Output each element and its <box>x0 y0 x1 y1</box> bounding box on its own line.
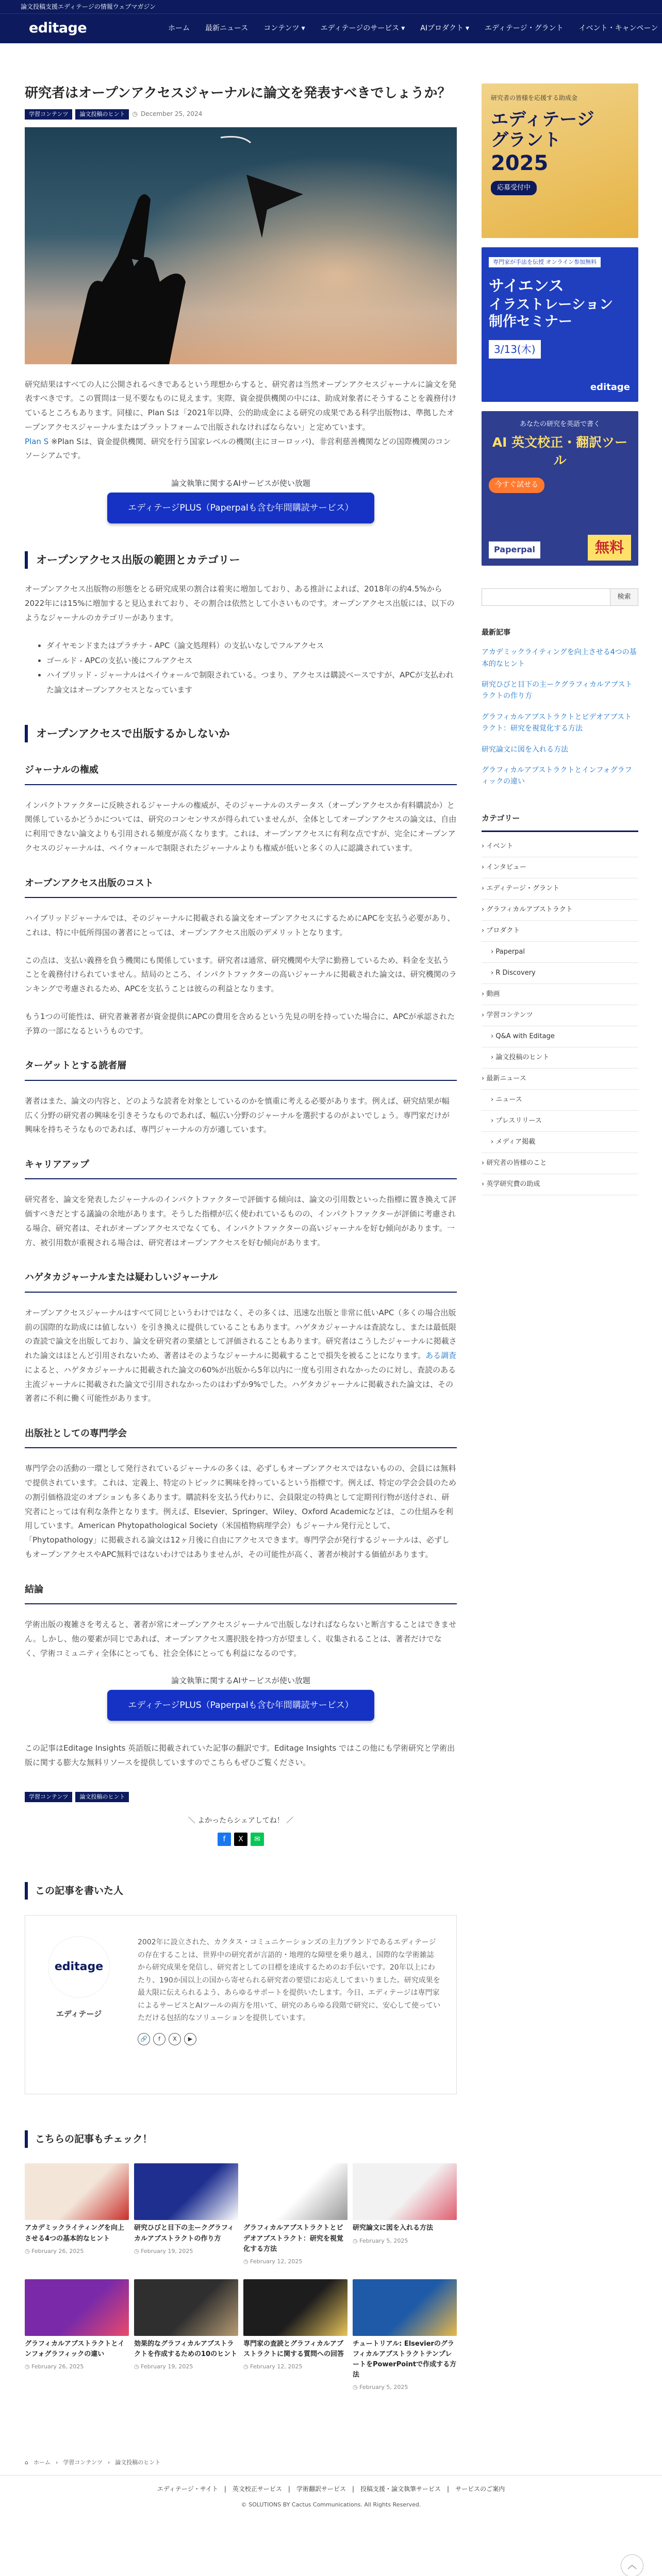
category-item[interactable] <box>482 1153 638 1174</box>
author-box <box>25 1915 457 2094</box>
category-item[interactable] <box>482 878 638 900</box>
recommend-card[interactable] <box>353 2279 457 2393</box>
home-icon: ⌂ <box>25 2459 28 2466</box>
cost-paragraph-1: ハイブリッドジャーナルでは、そのジャーナルに掲載される論文をオープンアクセスにするためにAPCを支払う必要があり、これは、特に中低所得国の著者にとっては、オープンアクセス出版のデメリットとなります。 <box>25 913 455 937</box>
card-date-text: February 26, 2025 <box>31 2363 84 2370</box>
conclusion-paragraph: 学術出版の複雑さを考えると、著者が常にオープンアクセスジャーナルで出版しなければならないと断言することはできません。しかし、他の要素が同じであれば、オープンアクセス選択肢を持つ方が望ましく、収集されることは、著者だけでなく、学術コミュニティ全体にとっても、社会全体にとっても利益になるのです。 <box>25 1620 457 1658</box>
nav-ai-products[interactable] <box>420 22 469 35</box>
footer-link[interactable]: 学術翻訳サービス <box>296 2485 346 2493</box>
nav-contents[interactable] <box>263 22 305 35</box>
footnote-paragraph: この記事はEditage Insights 英語版に掲載されていた記事の翻訳です。Editage Insights ではこの他にも学術研究と学術出版に関する膨大な無料リソースを提供していますのでこちらもぜひご覧ください。 <box>25 1743 455 1768</box>
search-form <box>482 588 638 606</box>
cta-block-top <box>25 477 457 523</box>
category-item[interactable] <box>482 836 638 857</box>
category-item[interactable] <box>482 1026 638 1047</box>
survey-link[interactable]: ある調査 <box>425 1351 457 1361</box>
category-item[interactable] <box>482 857 638 878</box>
grant-banner[interactable] <box>482 83 638 238</box>
subheading-prestige: ジャーナルの権威 <box>25 762 457 785</box>
sidebar <box>482 83 638 2393</box>
card-thumbnail <box>25 2279 129 2336</box>
recommend-card[interactable] <box>353 2163 457 2266</box>
seminar-banner[interactable] <box>482 247 638 402</box>
editage-plus-button[interactable]: エディテージPLUS（Paperpalも含む年間購読サービス） <box>107 493 374 523</box>
navbar <box>0 13 662 43</box>
card-date-text: February 5, 2025 <box>359 2384 408 2391</box>
topbar-text: 論文投稿支援エディテージの情報ウェブマガジン <box>21 3 156 10</box>
recommend-card[interactable] <box>243 2279 347 2393</box>
prestige-paragraph: インパクトファクターに反映されるジャーナルの権威が、そのジャーナルのステータス（オープンアクセスか有料購読か）と関係しているかどうかについては、研究のコンセンサスが得られていませんが、全体としてオープンアクセスの論文は、自由に利用できない論文よりも引用される頻度が高くなります。これは、オープンアクセスに有利な点ですが、完全にオープンアクセスのジャーナルは、ペイウォールで制限されたジャーナルよりも権威が低いと多くの人に認識されています。 <box>25 800 457 853</box>
facebook-icon[interactable]: f <box>153 2033 166 2045</box>
category-label: メディア掲載 <box>495 1138 536 1146</box>
category-label: 学習コンテンツ <box>486 1011 533 1019</box>
section-heading-whether: オープンアクセスで出版するかしないか <box>25 725 457 742</box>
chevron-right-icon: › <box>482 1074 487 1082</box>
clock-icon: ◷ <box>132 110 138 117</box>
tag-tips[interactable]: 論文投稿のヒント <box>75 1792 129 1802</box>
nav-events[interactable] <box>579 22 658 35</box>
nav-label: エディテージのサービス <box>320 24 400 32</box>
article-main <box>25 83 457 2393</box>
category-label: Paperpal <box>495 947 525 956</box>
subheading-career: キャリアアップ <box>25 1157 457 1179</box>
cta-label: 論文執筆に関するAIサービスが使い放題 <box>171 1676 310 1686</box>
card-date-text: February 5, 2025 <box>359 2237 408 2244</box>
card-thumbnail <box>353 2279 457 2336</box>
chevron-up-icon: ︿ <box>627 2560 637 2571</box>
career-paragraph: 研究者を、論文を発表したジャーナルのインパクトファクターで評価する傾向は、論文の引用数といった指標に置き換えて評価すべきだとする議論の余地があります。そうした指標が広く使われているものの、インパクトファクターが評価に考慮される場合、研究者は、それがオープンアクセスでなくても、インパクトファクターの高いジャーナルを好む傾向があります。一方、被引用数が重視される場合は、研究者はオープンアクセスを好む傾向があります。 <box>25 1195 456 1247</box>
card-date-text: February 19, 2025 <box>141 2363 193 2370</box>
card-title: 効果的なグラフィカルアブストラクトを作成するための10のヒント <box>134 2340 238 2358</box>
card-thumbnail <box>134 2279 238 2336</box>
category-item[interactable] <box>482 921 638 942</box>
chevron-right-icon: › <box>491 1095 496 1104</box>
topbar <box>0 0 662 13</box>
nav-label: 最新ニュース <box>205 24 249 32</box>
recommend-card[interactable] <box>134 2279 238 2393</box>
recommend-card[interactable] <box>25 2163 129 2266</box>
category-label: ニュース <box>495 1095 522 1104</box>
chevron-right-icon: › <box>491 1138 496 1146</box>
recommend-card[interactable] <box>243 2163 347 2266</box>
banner-title: AI 英文校正・翻訳ツール <box>492 435 628 468</box>
card-date-text: February 12, 2025 <box>250 2258 303 2265</box>
chevron-down-icon: ▾ <box>401 24 405 32</box>
category-item[interactable] <box>482 900 638 921</box>
category-item[interactable] <box>482 1090 638 1111</box>
breadcrumb-item: 論文投稿のヒント <box>115 2459 161 2466</box>
article-meta <box>25 109 457 120</box>
category-label: 動画 <box>486 990 500 998</box>
tag-learning[interactable]: 学習コンテンツ <box>25 109 72 120</box>
cta-block-bottom <box>25 1674 457 1721</box>
breadcrumb <box>25 2458 662 2468</box>
card-title: アカデミックライティングを向上させる4つの基本的なヒント <box>25 2224 124 2243</box>
card-thumbnail <box>243 2279 347 2336</box>
category-label: R Discovery <box>495 969 536 977</box>
hand-paper-plane-illustration <box>25 127 457 364</box>
link-icon[interactable]: 🔗 <box>138 2033 150 2045</box>
category-item[interactable] <box>482 942 638 963</box>
card-date: ◷ February 12, 2025 <box>243 2363 303 2370</box>
share-block <box>25 1815 457 1846</box>
chevron-right-icon: › <box>482 884 487 892</box>
category-item[interactable] <box>482 1111 638 1132</box>
predatory-text-after: によると、ハゲタカジャーナルに掲載された論文の60%が出版から5年以内に一度も引用されなかったのに対し、査読のある主流ジャーナルに掲載された論文で引用されなかったのはわずか9%でした。ハゲタカジャーナルに掲載された論文は、その著者に不利に働く可能性があります。 <box>25 1365 456 1403</box>
nav-label: エディテージ・グラント <box>485 24 564 32</box>
card-thumbnail <box>25 2163 129 2220</box>
card-date-text: February 26, 2025 <box>31 2247 84 2255</box>
cost-paragraph-2: この点は、支払い義務を負う機関にも関係しています。研究者は通常、研究機関や大学に勤務しているため、料金を支払うことを義務付けられていません。結局のところ、インパクトファクターの高いジャーナルに掲載された論文は、研究機関のランキングで考慮されるため、APCを支払うことは彼らの利益となります。 <box>25 955 457 994</box>
banner-brand: editage <box>590 381 630 393</box>
chevron-down-icon: ▾ <box>301 24 305 32</box>
chevron-right-icon: › <box>482 1159 487 1167</box>
category-label: 最新ニュース <box>486 1074 526 1082</box>
x-icon[interactable]: X <box>169 2033 181 2045</box>
banner-title: エディテージ <box>491 109 594 130</box>
main-nav <box>168 22 658 35</box>
list-item: • ゴールド - APCの支払い後にフルアクセス <box>46 653 457 668</box>
tag-tips[interactable]: 論文投稿のヒント <box>75 109 129 120</box>
footer-link[interactable]: エディテージ・サイト <box>157 2485 218 2493</box>
copyright: © SOLUTIONS BY Cactus Communications. All Rights Reserved. <box>241 2501 421 2509</box>
section-heading-scope: オープンアクセス出版の範囲とカテゴリー <box>25 551 457 569</box>
card-date: ◷ February 19, 2025 <box>134 2247 193 2255</box>
category-item[interactable] <box>482 1047 638 1069</box>
article-title: 研究者はオープンアクセスジャーナルに論文を発表すべきでしょうか？ <box>25 86 451 101</box>
intro-paragraph <box>25 378 457 464</box>
category-item[interactable] <box>482 963 638 984</box>
breadcrumb-separator: › <box>55 2459 58 2466</box>
category-label: イベント <box>486 842 514 850</box>
subheading-society: 出版社としての専門学会 <box>25 1426 457 1448</box>
category-list <box>482 836 638 1195</box>
footer-link[interactable]: 英文校正サービス <box>232 2485 282 2493</box>
chevron-right-icon: › <box>482 1011 487 1019</box>
scope-paragraph: オープンアクセス出版物の形態をとる研究成果の割合は着実に増加しており、ある推計によれば、2018年の約4.5%から2022年には15%に増加すると見込まれており、その割合は依然として小さいものです。オープンアクセス出版には、以下のようなジャーナルのカテゴリーがあります。 <box>25 584 455 622</box>
category-label: プロダクト <box>486 926 520 935</box>
category-label: 英学研究費の助成 <box>486 1180 540 1188</box>
recommend-card[interactable] <box>25 2279 129 2393</box>
paperpal-banner[interactable] <box>482 411 638 566</box>
x-icon[interactable]: X <box>234 1833 247 1846</box>
chevron-right-icon: › <box>491 969 496 977</box>
subheading-conclusion: 結論 <box>25 1582 457 1604</box>
recommend-grid <box>25 2163 457 2393</box>
author-bio: 2002年に設立された、カクタス・コミュニケーションズの主力ブランドであるエディテージの存在することは、世界中の研究者が言語的・地理的な障壁を乗り越え、国際的な学術雑誌から研究成果を発信し、研究者としての目標を達成するためのお手伝いです。20年以上にわたり、190か国以上の国から寄せられる研究者の要望にお応えしてまいりました。研究成果を最大限に伝えられるよう、あらゆるサポートを提供いたします。今日、エディテージは専門家によるサービスとAIツールの両方を用いて、研究のあらゆる段階で研究に、安心して使っていただける包括的なソリューションを提供しています。 <box>138 1938 441 2023</box>
chevron-right-icon: › <box>482 1180 487 1188</box>
recommend-heading: こちらの記事もチェック！ <box>25 2130 457 2148</box>
chevron-right-icon: › <box>491 1032 496 1040</box>
card-thumbnail <box>243 2163 347 2220</box>
line-icon[interactable]: ✉ <box>251 1833 264 1846</box>
subheading-cost: オープンアクセス出版のコスト <box>25 875 457 898</box>
banner-title-3: 制作セミナー <box>489 314 572 330</box>
card-thumbnail <box>353 2163 457 2220</box>
nav-home[interactable] <box>168 22 190 35</box>
search-button[interactable]: 検索 <box>610 588 638 606</box>
author-heading: この記事を書いた人 <box>25 1882 457 1900</box>
card-date: ◷ February 12, 2025 <box>243 2258 303 2265</box>
card-date: ◷ February 19, 2025 <box>134 2363 193 2370</box>
nav-label: ホーム <box>168 24 190 32</box>
footer-link[interactable]: サービスのご案内 <box>455 2485 505 2493</box>
banner-badge: 応募受付中 <box>491 181 537 195</box>
predatory-text: オープンアクセスジャーナルはすべて同じというわけではなく、その多くは、迅速な出版と非常に低いAPC（多くの場合出版前の国際的な助成には値しない）を引き換えに提供していることもあります。ハゲタカジャーナルは査読なし、または最低限の査読で論文を出版しており、論文を研究者の業績として評価されることもあります。研究者はこうしたジャーナルに掲載された論文はほとんど引用されないため、著者はそのようなジャーナルに掲載することで損失を被ることになります。 <box>25 1308 457 1361</box>
recent-post-link[interactable]: グラフィカルアブストラクトとビデオアブストラクト：研究を視覚化する方法 <box>482 713 632 733</box>
intro-text: 研究結果はすべての人に公開されるべきであるという理想からすると、研究者は当然オープンアクセスジャーナルに論文を発表すべきです。この質問は一見不要なものに見えます。実際、資金提供機関の中には、助成対象者にそうすることを義務付けているところもあります。同様に、Plan Sは「2021年以降、公的助成金による研究の成果である科学出版物は、準拠したオープンアクセスジャーナルまたはプラットフォームで出版されなければならない」と定めています。 <box>25 379 457 432</box>
recent-post-link[interactable]: グラフィカルアブストラクトとインフォグラフィックの違い <box>482 766 632 786</box>
card-thumbnail <box>134 2163 238 2220</box>
footer-tags <box>25 1792 457 1802</box>
subheading-predatory: ハゲタカジャーナルまたは疑わしいジャーナル <box>25 1269 457 1292</box>
category-label: 論文投稿のヒント <box>495 1053 550 1061</box>
card-title: 研究論文に図を入れる方法 <box>353 2224 434 2232</box>
predatory-paragraph <box>25 1306 457 1406</box>
category-item[interactable] <box>482 1069 638 1090</box>
share-text: よかったらシェアしてね！ <box>197 1816 284 1825</box>
card-date: ◷ February 5, 2025 <box>353 2384 408 2391</box>
category-label: エディテージ・グラント <box>486 884 560 892</box>
card-date: ◷ February 26, 2025 <box>25 2363 84 2370</box>
categories-heading: カテゴリー <box>482 811 638 832</box>
chevron-right-icon: › <box>482 905 487 913</box>
author-logo: editage <box>48 1936 110 1998</box>
hero-image <box>25 127 457 364</box>
chevron-right-icon: › <box>491 1053 496 1061</box>
tag-learning[interactable]: 学習コンテンツ <box>25 1792 72 1802</box>
card-date: ◷ February 5, 2025 <box>353 2237 408 2244</box>
card-date: ◷ February 26, 2025 <box>25 2247 84 2255</box>
recent-list <box>482 647 638 788</box>
chevron-right-icon: › <box>491 1116 496 1125</box>
youtube-icon[interactable]: ▶ <box>184 2033 196 2045</box>
banner-date: 3/13(木) <box>489 340 541 359</box>
recent-heading: 最新記事 <box>482 629 510 637</box>
card-date-text: February 12, 2025 <box>250 2363 303 2370</box>
subheading-audience: ターゲットとする読者層 <box>25 1058 457 1080</box>
share-label: ＼ よかったらシェアしてね！ ／ <box>188 1816 294 1825</box>
chevron-right-icon: › <box>482 863 487 871</box>
chevron-right-icon: › <box>491 947 496 956</box>
card-title: 専門家の査読とグラフィカルアブストラクトに関する質問への回答 <box>243 2340 344 2358</box>
category-item[interactable] <box>482 984 638 1005</box>
intro-link-plan-s[interactable]: Plan S <box>25 436 49 446</box>
category-item[interactable] <box>482 1005 638 1026</box>
recent-post-link[interactable]: 研究論文に図を入れる方法 <box>482 745 568 754</box>
banner-badge: 今すぐ試せる <box>489 478 544 493</box>
banner-year: 2025 <box>491 151 549 176</box>
audience-paragraph: 著者はまた、論文の内容と、どのような読者を対象としているのかを慎重に考える必要があります。例えば、研究結果が幅広く分野の研究者の興味を引きそうなものであれば、幅広い分野のジャーナルを選択するのがよいでしょう。専門家だけが興味を持ちそうなものであれば、専門ジャーナルの方が適しています。 <box>25 1096 450 1134</box>
footer: エディテージ・サイト | 英文校正サービス | 学術翻訳サービス | 投稿支援・論文執筆サービス | サービスのご案内 © SOLUTIONS BY Cactus Communications. All Rights Reserved. <box>0 2475 662 2514</box>
recommend-card[interactable] <box>134 2163 238 2266</box>
cost-paragraph-3: もう1つの可能性は、研究者兼著者が資金提供にAPCの費用を含めるという先見の明を持っていた場合に、APCが承認された予算の一部になるというものです。 <box>25 1011 455 1036</box>
category-label: プレスリリース <box>495 1116 542 1125</box>
site-logo[interactable]: editage <box>29 20 87 37</box>
card-date-text: February 19, 2025 <box>141 2247 193 2255</box>
search-input[interactable] <box>482 588 610 606</box>
card-title: グラフィカルアブストラクトとインフォグラフィックの違い <box>25 2340 125 2358</box>
editage-plus-button[interactable]: エディテージPLUS（Paperpalも含む年間購読サービス） <box>107 1690 374 1721</box>
nav-label: コンテンツ <box>263 24 300 32</box>
banner-caption: 専門家が手法を伝授 オンライン参加無料 <box>489 257 601 267</box>
chevron-down-icon: ▾ <box>466 24 470 32</box>
nav-label: イベント・キャンペーン <box>578 24 658 32</box>
chevron-right-icon: › <box>482 990 487 998</box>
banner-brand: Paperpal <box>489 541 540 558</box>
card-title: チュートリアル: ElsevierのグラフィカルアブストラクトテンプレートをPowerPointで作成する方法 <box>353 2340 457 2379</box>
list-item: • ダイヤモンドまたはプラチナ - APC（論文処理料）の支払いなしでフルアクセス <box>46 638 457 653</box>
list-item: • ハイブリッド - ジャーナルはペイウォールで制限されている。つまり、アクセスは購読ベースですが、APCが支払われた論文はオープンアクセスとなっています <box>46 668 457 697</box>
breadcrumb-item[interactable]: ホーム <box>33 2459 51 2466</box>
banner-free: 無料 <box>588 535 631 561</box>
category-item[interactable] <box>482 1174 638 1195</box>
facebook-icon[interactable]: f <box>218 1833 231 1846</box>
breadcrumb-separator: › <box>107 2459 110 2466</box>
chevron-right-icon: › <box>482 842 487 850</box>
nav-news[interactable] <box>205 22 248 35</box>
breadcrumb-item[interactable]: 学習コンテンツ <box>63 2459 103 2466</box>
banner-caption: 研究者の皆様を応援する助成金 <box>491 94 578 101</box>
article-date: December 25, 2024 <box>140 110 203 117</box>
intro-note: ※Plan Sは、資金提供機関、研究を行う国家レベルの機関(主にヨーロッパ)、非営利慈善機関などの国際機関のコンソーシアムです。 <box>25 436 451 461</box>
category-label: インタビュー <box>486 863 526 871</box>
card-title: 研究ひびと目下の主ークグラフィカルアブストラクトの作り方 <box>134 2224 234 2243</box>
banner-title-2: イラストレーション <box>489 296 614 313</box>
banner-caption: あなたの研究を英語で書く <box>519 420 600 428</box>
oa-category-list <box>46 638 457 697</box>
chevron-right-icon: › <box>482 926 487 935</box>
category-label: 研究者の皆様のこと <box>486 1159 547 1167</box>
society-paragraph: 専門学会の活動の一環として発行されているジャーナルの多くは、必ずしもオープンアクセスではないものの、会員には無料で提供されています。これは、定義上、特定のトピックに興味を持っているという指標です。例えば、特定の学会会員のための割引価格設定のオプションも多くあります。購読料を支払う代わりに、会員限定の特典として定期刊行物が送付され、研究者にとっては有利な条件となります。例えば、Elsevier、Springer、Wiley、Oxford Academicなどは、この仕組みを利用しています。American Phytopathological Society（米国植物病理学会）もジャーナル発行元として、「Phytopathology」に掲載される論文は12ヶ月後に自由にアクセスできます。専門学会が発行するジャーナルは、必ずしもオープンアクセスやAPC無料ではないわけではありませんが、その可能性が高く、著者が検討する価値があります。 <box>25 1464 457 1559</box>
author-name[interactable]: エディテージ <box>56 2009 102 2019</box>
nav-grant[interactable] <box>485 22 564 35</box>
nav-services[interactable] <box>321 22 405 35</box>
category-label: Q&A with Editage <box>495 1032 555 1040</box>
category-item[interactable] <box>482 1132 638 1153</box>
banner-title: サイエンス <box>489 277 564 295</box>
cta-label: 論文執筆に関するAIサービスが使い放題 <box>171 479 310 488</box>
footer-link[interactable]: 投稿支援・論文執筆サービス <box>360 2485 441 2493</box>
category-label: グラフィカルアブストラクト <box>486 905 573 913</box>
recent-post-link[interactable]: 研究ひびと目下の主ークグラフィカルアブストラクトの作り方 <box>482 680 633 701</box>
scroll-top-button[interactable] <box>621 2554 643 2576</box>
card-title: グラフィカルアブストラクトとビデオアブストラクト：研究を視覚化する方法 <box>243 2224 343 2253</box>
banner-title-2: グラント <box>491 130 561 151</box>
nav-label: AIプロダクト <box>420 24 464 32</box>
recent-post-link[interactable]: アカデミックライティングを向上させる4つの基本的なヒント <box>482 648 637 668</box>
